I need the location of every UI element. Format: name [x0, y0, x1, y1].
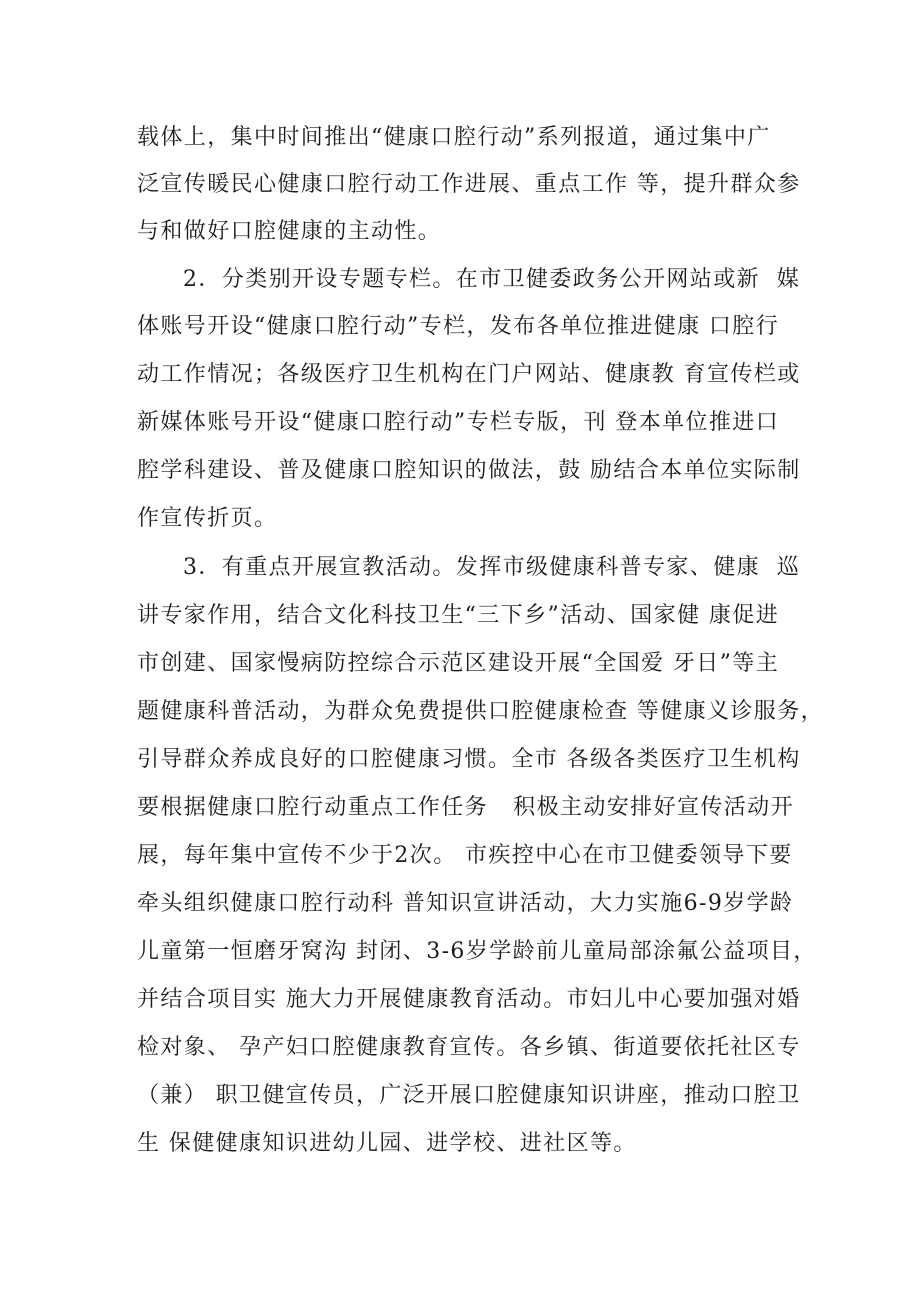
- text-line: 牵头组织健康口腔行动科 普知识宣讲活动，大力实施6-9岁学龄: [137, 891, 794, 916]
- text-line: 检对象、 孕产妇口腔健康教育宣传。各乡镇、街道要依托社区专: [137, 1035, 801, 1060]
- text-line: 腔学科建设、普及健康口腔知识的做法，鼓 励结合本单位实际制: [137, 458, 801, 483]
- text-line: 讲专家作用，结合文化科技卫生“三下乡”活动、国家健 康促进: [137, 603, 780, 628]
- text-line: 题健康科普活动，为群众免费提供口腔健康检查 等健康义诊服务，: [137, 699, 824, 724]
- text-line: 动工作情况；各级医疗卫生机构在门户网站、健康教 育宣传栏或: [137, 362, 801, 387]
- text-line: 载体上，集中时间推出“健康口腔行动”系列报道，通过集中广: [137, 125, 771, 150]
- text-line: 儿童第一恒磨牙窝沟 封闭、3-6岁学龄前儿童局部涂氟公益项目，: [137, 939, 817, 964]
- text-line: 展，每年集中宣传不少于2次。 市疾控中心在市卫健委领导下要: [137, 843, 793, 868]
- text-line: 体账号开设“健康口腔行动”专栏，发布各单位推进健康 口腔行: [137, 314, 780, 339]
- text-line: 与和做好口腔健康的主动性。: [137, 219, 442, 244]
- text-line: （兼） 职卫健宣传员，广泛开展口腔健康知识讲座，推动口腔卫: [137, 1083, 801, 1108]
- text-line: 市创建、国家慢病防控综合示范区建设开展“全国爱 牙日”等主: [137, 651, 780, 676]
- text-line: 要根据健康口腔行动重点工作任务 积极主动安排好宣传活动开: [137, 795, 794, 820]
- text-line: 泛宣传暖民心健康口腔行动工作进展、重点工作 等，提升群众参: [137, 172, 801, 197]
- text-line: 并结合项目实 施大力开展健康教育活动。市妇儿中心要加强对婚: [137, 987, 801, 1012]
- text-line: 生 保健健康知识进幼儿园、进学校、进社区等。: [137, 1131, 637, 1156]
- text-line: 2．分类别开设专题专栏。在市卫健委政务公开网站或新 媒: [183, 267, 801, 292]
- text-line: 引导群众养成良好的口腔健康习惯。全市 各级各类医疗卫生机构: [137, 747, 801, 772]
- text-line: 作宣传折页。: [137, 506, 278, 531]
- text-line: 3．有重点开展宣教活动。发挥市级健康科普专家、健康 巡: [183, 555, 801, 580]
- text-line: 新媒体账号开设“健康口腔行动”专栏专版，刊 登本单位推进口: [137, 410, 780, 435]
